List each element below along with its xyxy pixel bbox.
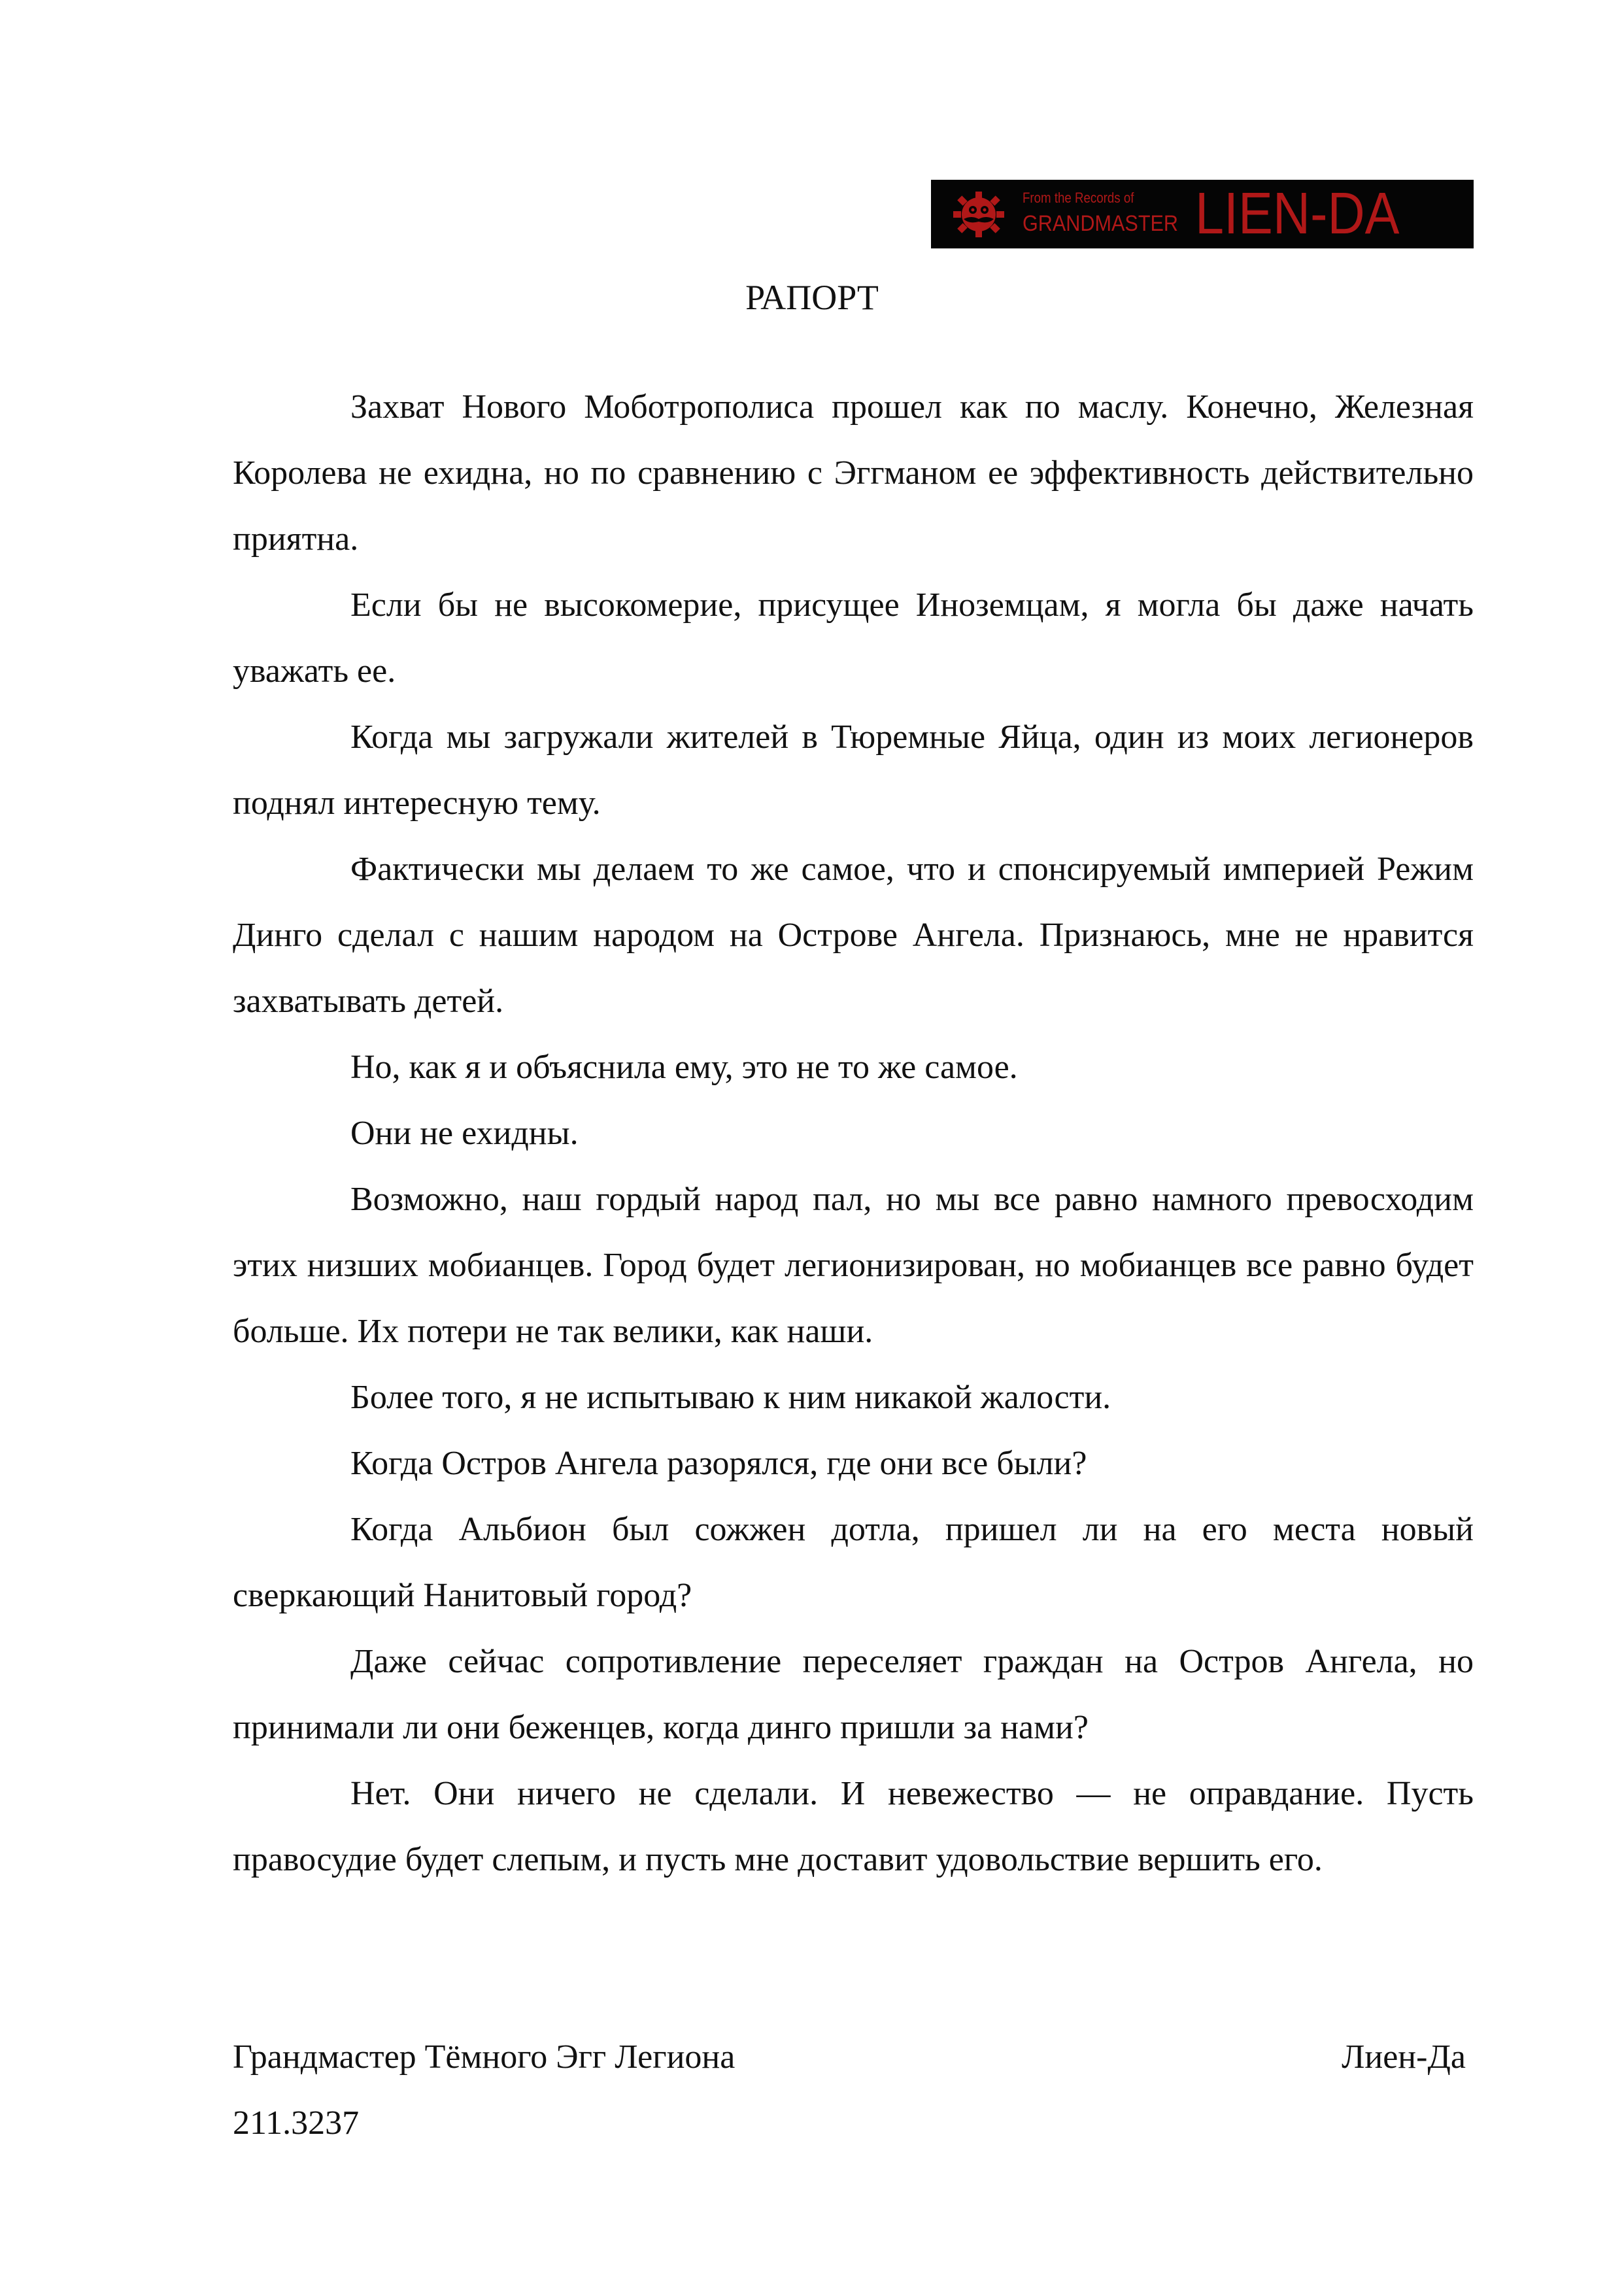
badge-from-text: From the Records of bbox=[1023, 190, 1134, 206]
signature-block bbox=[233, 2024, 1466, 2156]
signature-line bbox=[233, 2024, 1466, 2090]
paragraph: Захват Нового Моботрополиса прошел как по маслу. Конечно, Железная Королева не ехидна, но по сравнению с Эггманом ее эффективность действительно приятна. bbox=[233, 388, 1474, 558]
paragraph: Возможно, наш гордый народ пал, но мы все равно намного превосходим этих низших мобианцев. Город будет легионизирован, но мобианцев все равно будет больше. Их потери не так велики, как наши. bbox=[233, 1181, 1474, 1350]
paragraph: Фактически мы делаем то же самое, что и спонсируемый империей Режим Динго сделал с нашим народом на Острове Ангела. Признаюсь, мне не нравится захватывать детей. bbox=[233, 851, 1474, 1020]
document-title: РАПОРТ bbox=[745, 278, 879, 317]
paragraph: Нет. Они ничего не сделали. И невежество — не оправдание. Пусть правосудие будет слепым, и пусть мне доставит удовольствие вершить его. bbox=[233, 1775, 1474, 1878]
paragraph: Даже сейчас сопротивление переселяет граждан на Остров Ангела, но принимали ли они беженцев, когда динго пришли за нами? bbox=[233, 1643, 1474, 1746]
paragraph: Но, как я и объяснила ему, это не то же самое. bbox=[350, 1049, 1018, 1086]
badge-name-text: LIEN-DA bbox=[1195, 181, 1400, 246]
paragraph: Когда Альбион был сожжен дотла, пришел ли на его места новый сверкающий Нанитовый город? bbox=[233, 1511, 1474, 1614]
signature-position: Грандмастер Тёмного Эгг Легиона bbox=[233, 2038, 736, 2076]
records-badge bbox=[931, 180, 1474, 248]
paragraph: Если бы не высокомерие, присущее Иноземцам, я могла бы даже начать уважать ее. bbox=[233, 586, 1474, 690]
paragraph: Более того, я не испытываю к ним никакой жалости. bbox=[350, 1379, 1111, 1416]
eggman-emblem-icon bbox=[943, 189, 1015, 240]
report-body bbox=[233, 374, 1474, 1893]
signature-name: Лиен-Да bbox=[1342, 2038, 1466, 2076]
paragraph: Когда мы загружали жителей в Тюремные Яйца, один из моих легионеров поднял интересную тему. bbox=[233, 718, 1474, 822]
paragraph: Когда Остров Ангела разорялся, где они все были? bbox=[350, 1445, 1087, 1482]
signature-date: 211.3237 bbox=[233, 2104, 360, 2142]
paragraph: Они не ехидны. bbox=[350, 1115, 579, 1152]
badge-rank-text: GRANDMASTER bbox=[1023, 211, 1179, 236]
